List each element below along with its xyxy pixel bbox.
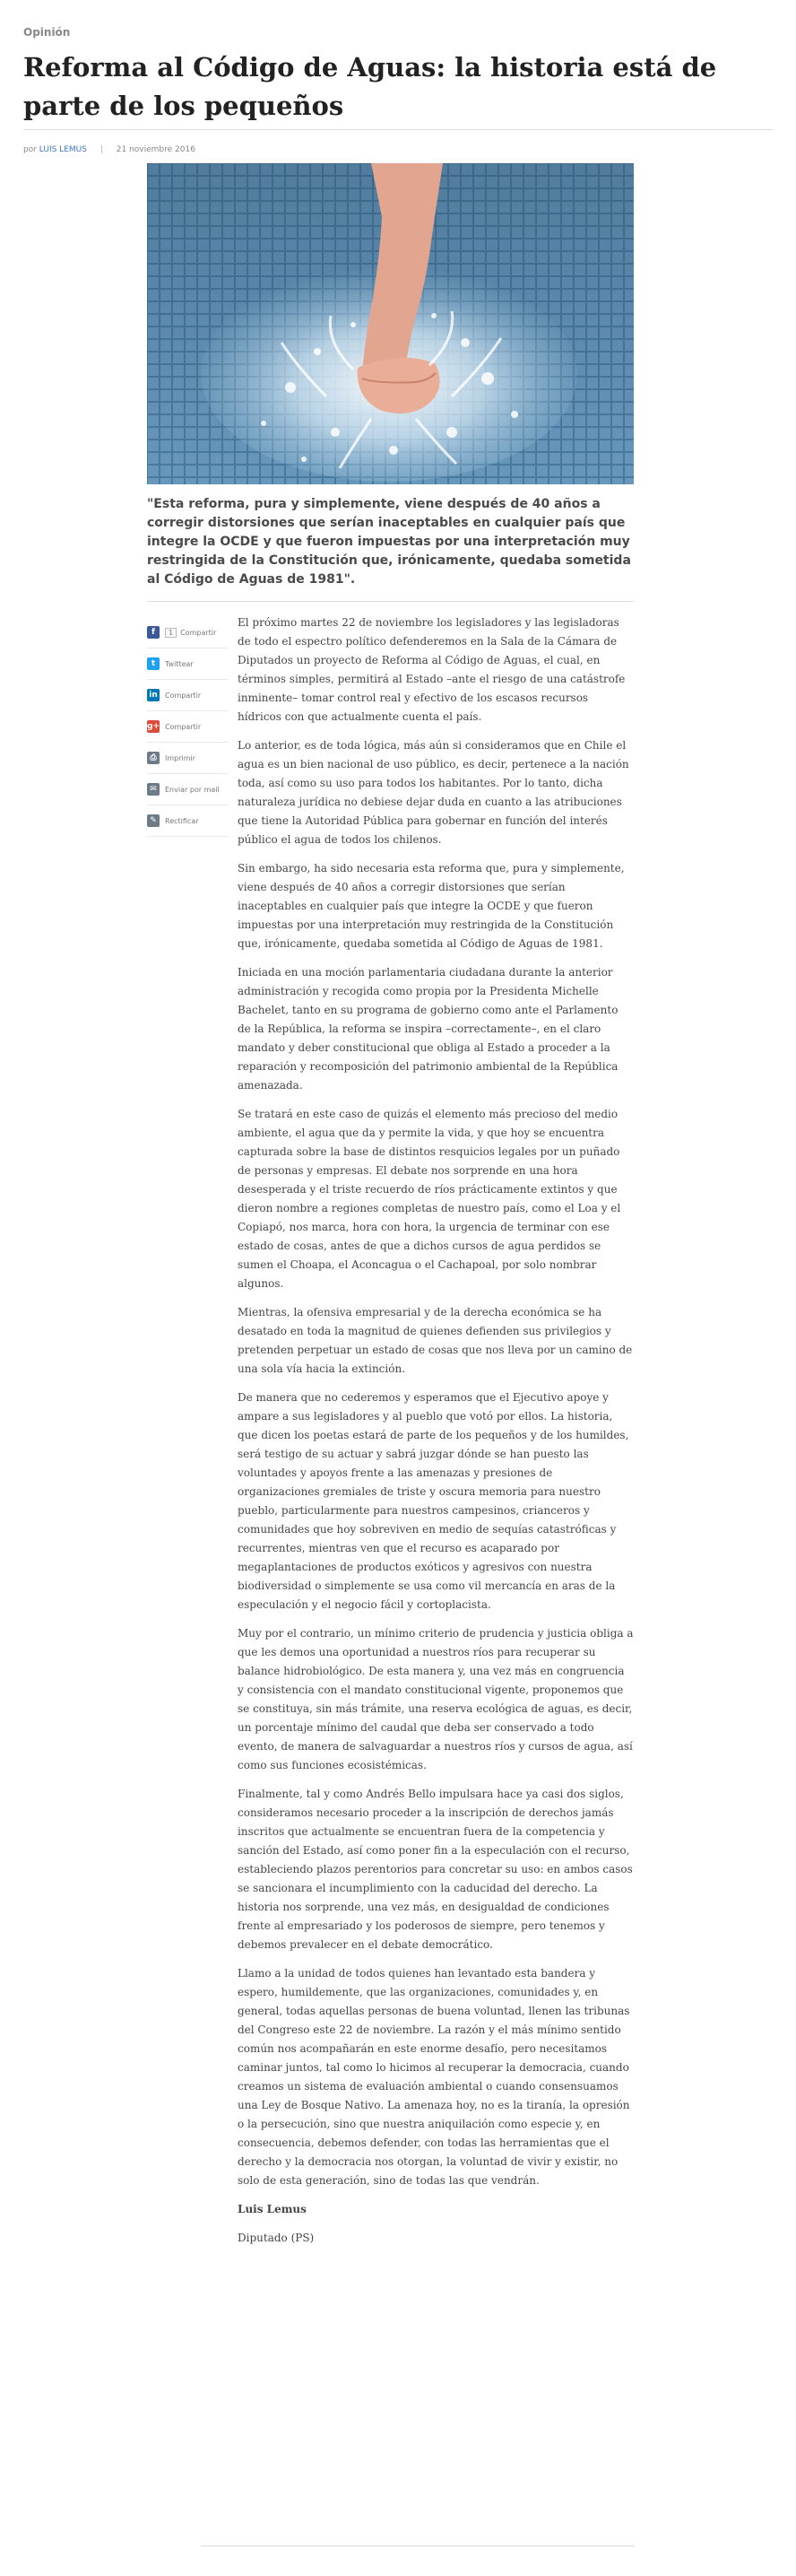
divider: [23, 129, 773, 130]
share-label: Compartir: [165, 691, 202, 700]
article-headline: Reforma al Código de Aguas: la historia está de parte de los pequeños: [23, 52, 717, 121]
divider: [147, 601, 634, 602]
share-googleplus-button[interactable]: [147, 711, 228, 743]
body-paragraph: El próximo martes 22 de noviembre los legisladores y las legisladoras de todo el espectro político defenderemos en la Sala de la Cámara de Diputados un proyecto de Reforma al Código de Aguas, el cual, en términos simples, permitirá al Estado –ante el riesgo de una catástrofe inminente– tomar control real y efectivo de los escasos recursos hídricos con que actualmente cuenta el país.: [238, 616, 626, 723]
byline: [23, 145, 195, 154]
byline-prefix: por: [23, 145, 37, 154]
correct-button[interactable]: [147, 805, 228, 837]
body-paragraph: Muy por el contrario, un mínimo criterio de prudencia y justicia obliga a que les demos una oportunidad a nuestros ríos para recuperar su balance hidrobiológico. De esta manera y, una vez más en congruencia y consistencia con el mandato constitucional vigente, proponemos que se constituya, sin más trámite, una reserva ecológica de aguas, es decir, un porcentaje mínimo del caudal que deba ser conservado a todo evento, de manera de salvaguardar a nuestros ríos y cursos de agua, así como sus funciones ecosistémicas.: [238, 1627, 634, 1771]
article-body: [238, 614, 634, 2258]
body-paragraph: Llamo a la unidad de todos quienes han levantado esta bandera y espero, humildemente, que las organizaciones, comunidades y, en general, todas aquellas personas de buena voluntad, llenen las tribunas del Congreso este 22 de noviembre. La razón y el más mínimo sentido común nos acompañarán en este enorme desafío, pero necesitamos caminar juntos, tal como lo hicimos al recuperar la democracia, cuando creamos un sistema de evaluación ambiental o cuando consensuamos una Ley de Bosque Nativo. La amenaza hoy, no es la tiranía, la opresión o la persecución, sino que nuestra aniquilación como especie y, en consecuencia, debemos defender, con todas las herramientas que el derecho y la democracia nos otorgan, la voluntad de vivir y existir, no solo de esta generación, sino de todas las que vendrán.: [238, 1967, 630, 2187]
linkedin-icon: in: [147, 689, 160, 701]
water-splash-photo: [147, 163, 634, 484]
body-paragraph: Iniciada en una moción parlamentaria ciudadana durante la anterior administración y recogida como propia por la Presidenta Michelle Bachelet, tanto en su programa de gobierno como ante el Parlamento de la República, la reforma se inspira –correctamente–, en el claro mandato y deber constitucional que obliga al Estado a proceder a la reparación y recomposición del patrimonio ambiental de la República amenazada.: [238, 966, 619, 1092]
body-paragraph: Lo anterior, es de toda lógica, más aún si consideramos que en Chile el agua es un bien nacional de uso público, es decir, pertenece a la nación toda, así como su uso para todos los habitantes. Por lo tanto, dicha naturaleza jurídica no debiese dejar duda en cuanto a las atribuciones que tiene la Autoridad Pública para gobernar en función del interés público el agua de todos los chilenos.: [238, 739, 629, 846]
pencil-icon: ✎: [147, 814, 160, 827]
signature-name: Luis Lemus: [238, 2203, 307, 2215]
facebook-icon: f: [147, 626, 160, 639]
lead-quote: "Esta reforma, pura y simplemente, viene después de 40 años a corregir distorsiones que serían inaceptables en cualquier país que integre la OCDE y que fueron impuestas por una interpretación muy restringida de la Constitución que, irónicamente, quedaba sometida al Código de Aguas de 1981".: [147, 497, 631, 587]
body-paragraph: Finalmente, tal y como Andrés Bello impulsara hace ya casi dos siglos, consideramos necesario proceder a la inscripción de derechos jamás inscritos que actualmente se encuentran fuera de la competencia y sanción del Estado, así como poner fin a la especulación con el recurso, estableciendo plazos perentorios para concretar su uso: en ambos casos se sancionara el incumplimiento con la caducidad del derecho. La historia nos sorprende, una vez más, en desigualdad de condiciones frente al empresariado y los poderosos de siempre, pero tenemos y debemos prevalecer en el debate democrático.: [238, 1788, 633, 1951]
publish-date: 21 noviembre 2016: [116, 145, 195, 154]
body-paragraph: Se tratará en este caso de quizás el elemento más precioso del medio ambiente, el agua que da y permite la vida, y que hoy se encuentra capturada sobre la base de distintos resquicios legales por un puñado de personas y empresas. El debate nos sorprende en una hora desesperada y el triste recuerdo de ríos prácticamente extintos y que dieron nombre a regiones completas de nuestro país, como el Loa y el Copiapó, nos marca, hora con hora, la urgencia de terminar con ese estado de cosas, antes de que a dichos cursos de agua perdidos se sumen el Choapa, el Aconcagua o el Cachapoal, por solo nombrar algunos.: [238, 1108, 621, 1290]
body-paragraph: Sin embargo, ha sido necesaria esta reforma que, pura y simplemente, viene después de 40 años a corregir distorsiones que serían inaceptables en cualquier país que integre la OCDE y que fueron impuestas por una interpretación muy restringida de la Constitución que, irónicamente, quedaba sometida al Código de Aguas de 1981.: [238, 862, 625, 950]
share-label: Compartir: [165, 722, 202, 731]
author-link[interactable]: LUIS LEMUS: [39, 145, 87, 154]
byline-separator: |: [100, 145, 103, 154]
share-facebook-button[interactable]: [147, 617, 228, 648]
mail-icon: ✉: [147, 783, 160, 796]
share-twitter-button[interactable]: [147, 648, 228, 680]
share-label: Rectificar: [165, 816, 199, 825]
signature-role: Diputado (PS): [238, 2232, 315, 2244]
share-bar: [147, 617, 228, 837]
share-label: Twittear: [165, 659, 194, 668]
share-label: Enviar por mail: [165, 785, 220, 794]
body-paragraph: De manera que no cederemos y esperamos que el Ejecutivo apoye y ampare a sus legisladores y al pueblo que votó por ellos. La historia, que dicen los poetas estará de parte de los pequeños y de los humildes, será testigo de su actuar y sabrá juzgar dónde se han puesto las voluntades y apoyos frente a las amenazas y presiones de organizaciones gremiales de triste y oscura memoria para nuestro pueblo, particularmente para nuestros campesinos, crianceros y comunidades que hoy sobreviven en medio de sequías catastróficas y recurrentes, mientras ven que el recurso es acaparado por megaplantaciones de productos exóticos y agresivos con nuestra biodiversidad o simplemente se usa como vil mercancía en aras de la especulación y el negocio fácil y cortoplacista.: [238, 1391, 629, 1611]
share-linkedin-button[interactable]: [147, 680, 228, 711]
print-icon: ⎙: [147, 752, 160, 764]
google-plus-icon: g+: [147, 722, 160, 731]
email-button[interactable]: [147, 774, 228, 805]
twitter-icon: t: [147, 657, 160, 670]
share-label: Imprimir: [165, 753, 196, 762]
print-button[interactable]: [147, 743, 228, 774]
share-label: Compartir: [180, 628, 217, 637]
body-paragraph: Mientras, la ofensiva empresarial y de la derecha económica se ha desatado en toda la magnitud de quienes defienden sus privilegios y pretenden perpetuar un estado de cosas que nos lleva por un camino de una sola vía hacia la extinción.: [238, 1306, 633, 1375]
section-label[interactable]: Opinión: [23, 26, 71, 39]
share-count: 1: [165, 628, 177, 638]
